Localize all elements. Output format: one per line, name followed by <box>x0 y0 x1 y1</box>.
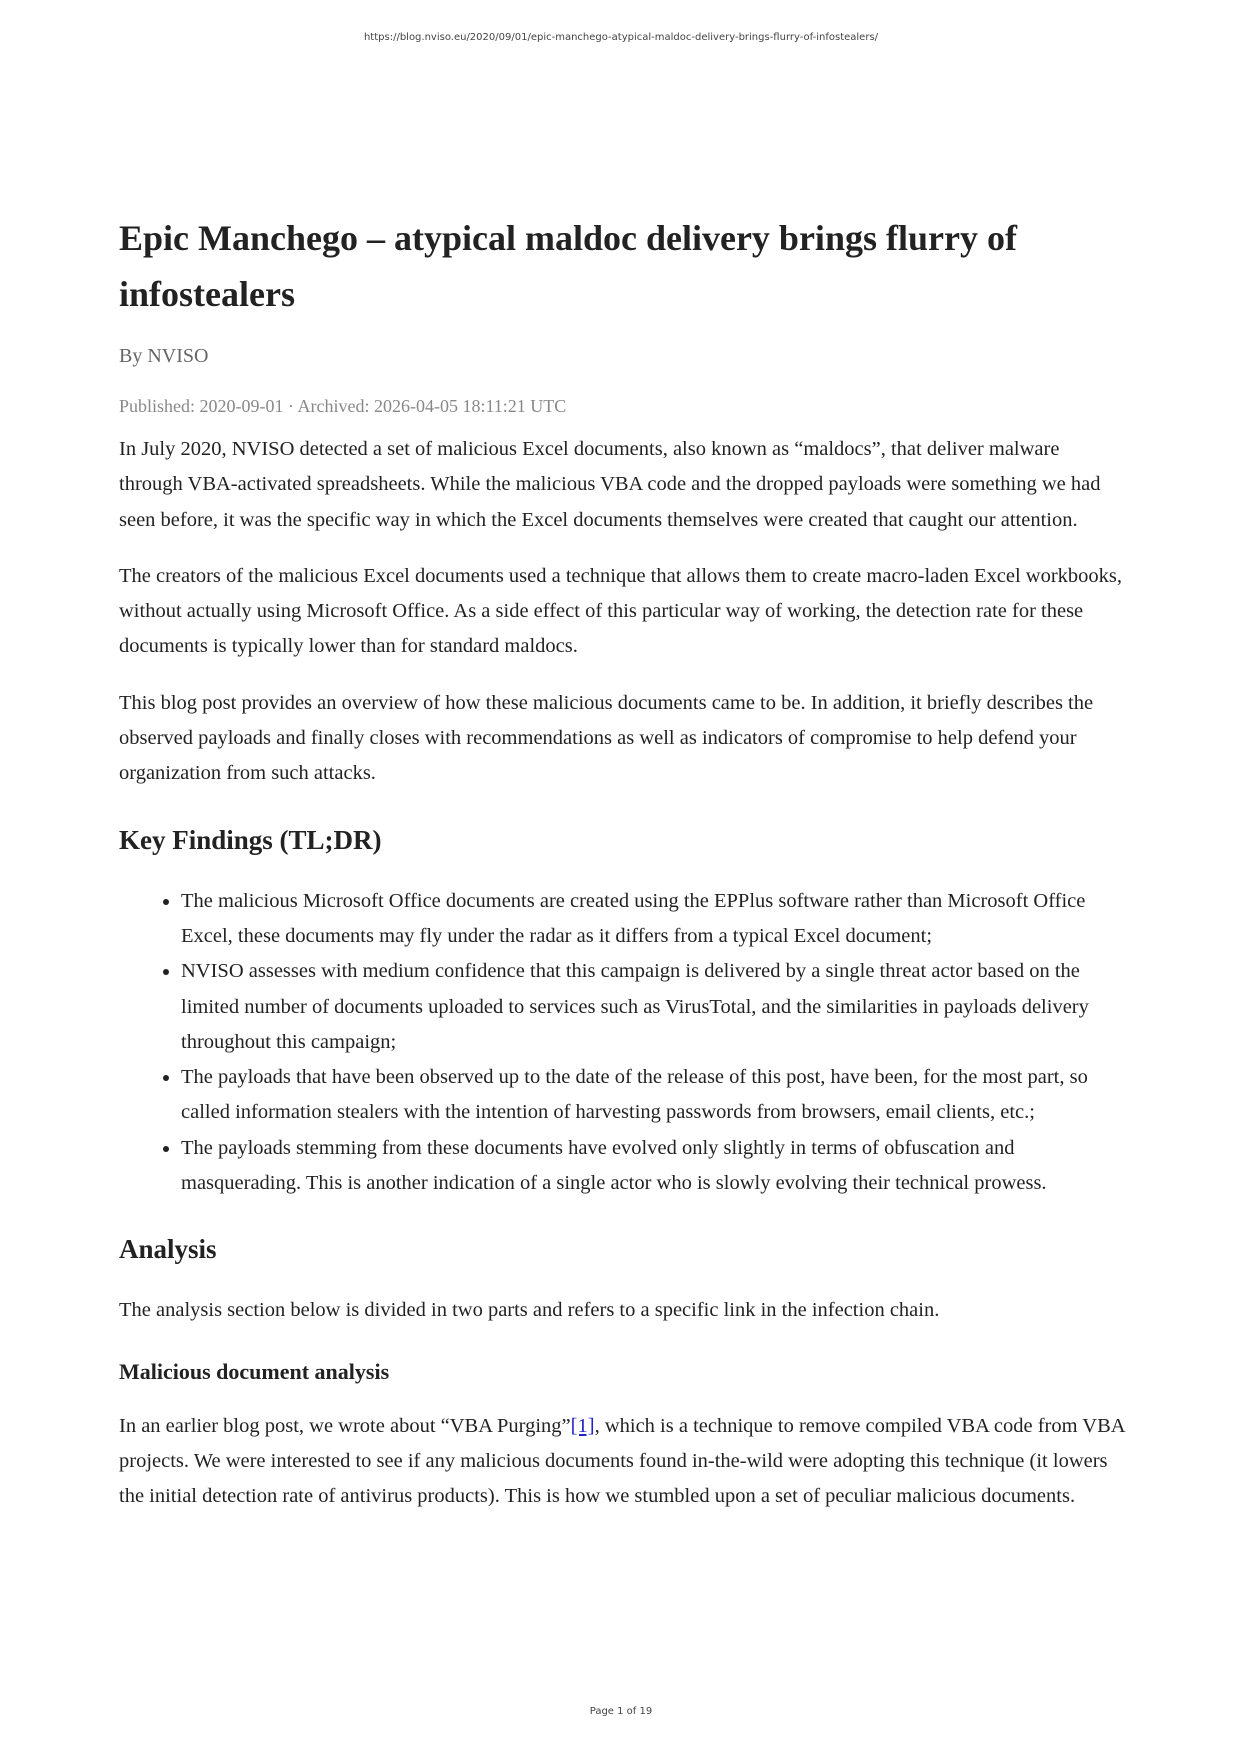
malicious-document-heading: Malicious document analysis <box>119 1358 390 1384</box>
key-findings-heading: Key Findings (TL;DR) <box>119 824 382 855</box>
paragraph-text: , which is a technique to remove compiled VBA code from VBA projects. We were interested to see if any malicious documents found in-the-wild were adopting this technique (it lowers the initial detection rate of antivirus products). This is how we stumbled upon a set of peculiar malicious documents. <box>119 1414 1125 1508</box>
byline: By NVISO <box>119 345 209 367</box>
intro-paragraph: The creators of the malicious Excel documents used a technique that allows them to create macro-laden Excel workbooks, without actually using Microsoft Office. As a side effect of this particular way of working, the detection rate for these documents is typically lower than for standard maldocs. <box>119 564 1122 658</box>
publish-info: Published: 2020-09-01 · Archived: 2026-04-05 18:11:21 UTC <box>119 396 567 416</box>
article <box>119 210 1125 1536</box>
intro-paragraph: In July 2020, NVISO detected a set of malicious Excel documents, also known as “maldocs”, that deliver malware through VBA-activated spreadsheets. While the malicious VBA code and the dropped payloads were something we had seen before, it was the specific way in which the Excel documents themselves were created that caught our attention. <box>119 438 1101 531</box>
analysis-text: The analysis section below is divided in two parts and refers to a specific link in the infection chain. <box>119 1299 940 1322</box>
page-number: Page 1 of 19 <box>589 1706 653 1717</box>
list-item: • NVISO assesses with medium confidence that this campaign is delivered by a single threat actor based on the limited number of documents uploaded to services such as VirusTotal, and the similarities in payloads delivery throughout this campaign; <box>181 954 1125 1060</box>
key-findings-list <box>119 884 1125 1202</box>
analysis-heading: Analysis <box>119 1234 217 1265</box>
reference-link[interactable]: [1] <box>570 1414 595 1437</box>
list-item: • The payloads stemming from these documents have evolved only slightly in terms of obfuscation and masquerading. This is another indication of a single actor who is slowly evolving their technical prowess. <box>181 1131 1125 1202</box>
vba-purging-paragraph <box>119 1409 1125 1515</box>
header-url: https://blog.nviso.eu/2020/09/01/epic-manchego-atypical-maldoc-delivery-brings-flurry-of-infostealers/ <box>363 32 879 43</box>
list-item: • The malicious Microsoft Office documents are created using the EPPlus software rather than Microsoft Office Excel, these documents may fly under the radar as it differs from a typical Excel document; <box>181 884 1125 955</box>
intro-paragraph: This blog post provides an overview of how these malicious documents came to be. In addition, it briefly describes the observed payloads and finally closes with recommendations as well as indicators of compromise to help defend your organization from such attacks. <box>119 691 1094 785</box>
page-title: Epic Manchego – atypical maldoc delivery brings flurry of infostealers <box>119 218 1017 314</box>
list-item: • The payloads that have been observed up to the date of the release of this post, have been, for the most part, so called information stealers with the intention of harvesting passwords from browsers, email clients, etc.; <box>181 1060 1125 1131</box>
paragraph-text: In an earlier blog post, we wrote about “VBA Purging” <box>119 1414 571 1437</box>
